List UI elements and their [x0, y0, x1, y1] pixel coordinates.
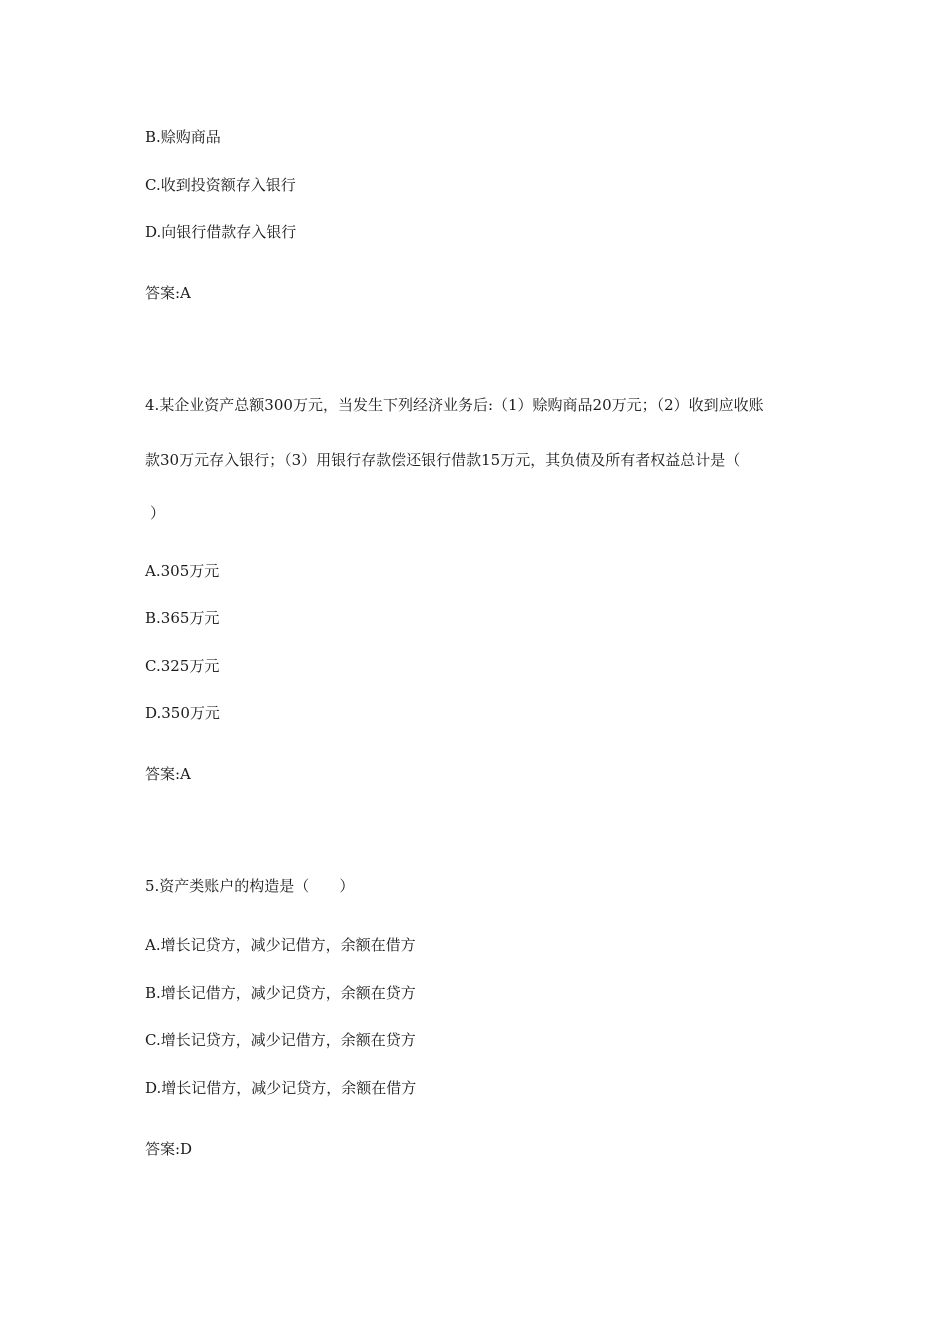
- q5-stem: 5.资产类账户的构造是（ ）: [145, 877, 355, 895]
- q5-option-d: D.增长记借方，减少记贷方，余额在借方: [145, 1079, 417, 1097]
- q3-answer: 答案:A: [145, 284, 191, 302]
- q3-option-c: C.收到投资额存入银行: [145, 176, 296, 194]
- q4-stem-line-3: ）: [150, 504, 166, 522]
- q4-option-b: B.365万元: [145, 609, 220, 627]
- q4-stem-line-2: 款30万元存入银行；（3）用银行存款偿还银行借款15万元，其负债及所有者权益总计是（: [145, 451, 741, 469]
- q4-answer: 答案:A: [145, 765, 191, 783]
- q4-option-d: D.350万元: [145, 704, 220, 722]
- q5-answer: 答案:D: [145, 1140, 193, 1158]
- q4-option-c: C.325万元: [145, 657, 220, 675]
- q3-option-b: B.赊购商品: [145, 128, 221, 146]
- q4-stem-line-1: 4.某企业资产总额300万元，当发生下列经济业务后:（1）赊购商品20万元；（2）收到应收账: [145, 396, 764, 414]
- q3-option-d: D.向银行借款存入银行: [145, 223, 297, 241]
- q4-option-a: A.305万元: [145, 562, 220, 580]
- q5-option-a: A.增长记贷方，减少记借方，余额在借方: [145, 936, 416, 954]
- q5-option-b: B.增长记借方，减少记贷方，余额在贷方: [145, 984, 416, 1002]
- q5-option-c: C.增长记贷方，减少记借方，余额在贷方: [145, 1031, 416, 1049]
